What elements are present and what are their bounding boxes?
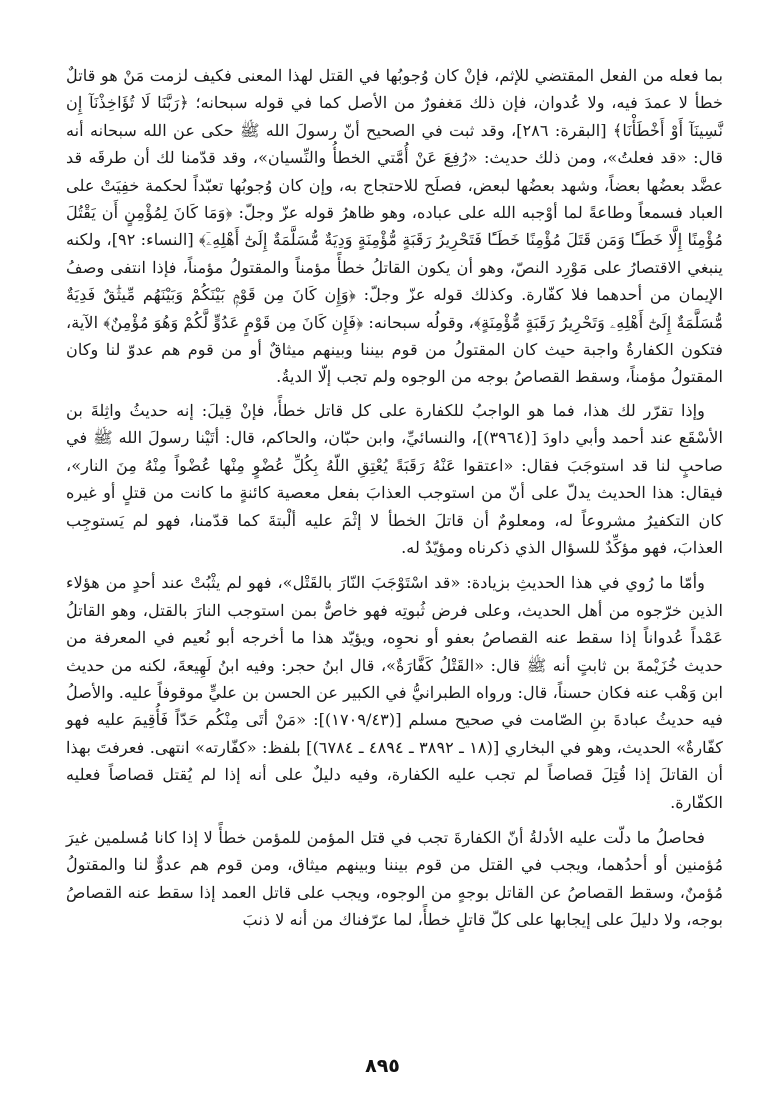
paragraph-1: بما فعله من الفعل المقتضي للإثم، فإنْ كان وُجوبُها في القتل لهذا المعنى فكيف لزمت مَنْ هو قاتلٌ خطأ لا عمدَ فيه، ولا عُدوان، فإن ذلك مَغفورٌ من الأصل كما في قوله سبحانه؛ ﴿رَبَّنَا لَا تُؤَاخِذْنَآ إِن نَّسِينَآ أَوْ أَخْطَأْنَا﴾ [البقرة: ٢٨٦]، وقد ثبت في الصحيح أنّ رسولَ الله ﷺ حكى عن الله سبحانه أنه قال: «قد فعلتُ»، ومن ذلك حديث: «رُفِعَ عَنْ أُمَّتي الخطأُ والنِّسيان»، وقد قدّمنا لك أن طرقَه قد عضَّد بعضُها بعضاً، وشهد بعضُها لبعض، فصلَح للاحتجاج به، وإن كان وُجوبُها تعبّداً لحكمة خفِيَتْ على العباد فسمعاً وطاعةً لما أوْجبه الله على عباده، وهو ظاهرُ قوله عزّ وجلّ: ﴿وَمَا كَانَ لِمُؤْمِنٍ أَن يَقْتُلَ مُؤْمِنًا إِلَّا خَطَـًٔا وَمَن قَتَلَ مُؤْمِنًا خَطَـًٔا فَتَحْرِيرُ رَقَبَةٍ مُّؤْمِنَةٍ وَدِيَةٌ مُّسَلَّمَةٌ إِلَىٰٓ أَهْلِهِۦٓ﴾ [النساء: ٩٢]، ولكنه ينبغي الاقتصارُ على مَوْرِد النصّ، وهو أن يكون القاتلُ خطأً مؤمناً والمقتولُ مؤمناً، فإذا انتفى وصفُ الإيمان من أحدهما فلا كفّارة. وكذلك قوله عزّ وجلّ: ﴿وَإِن كَانَ مِن قَوْمٍۭ بَيْنَكُمْ وَبَيْنَهُم مِّيثَٰقٌ فَدِيَةٌ مُّسَلَّمَةٌ إِلَىٰٓ أَهْلِهِۦ وَتَحْرِيرُ رَقَبَةٍ مُّؤْمِنَةٍ﴾، وقولُه سبحانه: ﴿فَإِن كَانَ مِن قَوْمٍ عَدُوٍّ لَّكُمْ وَهُوَ مُؤْمِنٌ﴾ الآية، فتكون الكفارةُ واجبة حيث كان المقتولُ من قوم بيننا وبينهم ميثاقٌ أو من قوم هم عدوّ لنا وكان المقتولُ مؤمناً، وسقط القصاصُ بوجه من الوجوه ولم تجب إلّا الديةُ. — [66, 66, 723, 387]
paragraph-3: وأمّا ما رُوي في هذا الحديثِ بزيادة: «قد اسْتَوْجَبَ النّارَ بالقَتْل»، فهو لم يثْبُتْ عند أحدٍ من هؤلاء الذين خرّجوه من أهل الحديث، وعلى فرض ثُبوتِه فهو خاصٌّ بمن استوجب النارَ بالقتل، وهو القاتلُ عَمْداً عُدواناً إذا سقط عنه القصاصُ بعفو أو نحوِه، ويؤيّد هذا ما أخرجه أبو نُعيم في المعرفة من حديث خُزَيْمةَ بن ثابتٍ أنه ﷺ قال: «القَتْلُ كَفَّارَةٌ»، قال ابنُ حجر: وفيه ابنُ لَهِيعةَ، لكنه من حديث ابن وَهْب عنه فكان حسناً، قال: ورواه الطبرانيُّ في الكبير عن الحسن بن عليٍّ موقوفاً عليه. والأصلُ فيه حديثُ عبادةَ بنِ الصّامت في صحيح مسلم [(١٧٠٩/٤٣)]: «مَنْ أتَى مِنْكُم حَدّاً فَأُقِيمَ عليه فهو كفّارةٌ» الحديث، وهو في البخاري [(١٨ ـ ٣٨٩٢ ـ ٤٨٩٤ ـ ٦٧٨٤)] بلفظ: «كفّارته» انتهى. فعرفتَ بهذا أن القاتلَ إذا قُتِلَ قصاصاً لم تجب عليه الكفارة، وفيه دليلٌ على أنه إذا لم يُقتل قصاصاً فعليه الكفّارة. — [66, 573, 723, 812]
paragraph-4: فحاصلُ ما دلّت عليه الأدلةُ أنّ الكفارةَ تجب في قتل المؤمن للمؤمن خطأً لا إذا كانا مُسلمين غيرَ مُؤمنين أو أحدُهما، ويجب في القتل من قوم بيننا وبينهم ميثاق، ومن قوم هم عدوٌّ لنا والمقتولُ مُؤمنٌ، وسقط القصاصُ عن القاتل بوجهٍ من الوجوه، ويجب على قاتل العمد إذا سقط عنه القصاصُ بوجه، ولا دليلَ على إيجابها على كلّ قاتلٍ خطأً، لما عرّفناك من أنه لا ذنبَ — [66, 827, 723, 930]
document-page — [66, 62, 723, 934]
page-number: ٨٩٥ — [365, 1055, 400, 1077]
paragraph-2: وإذا تقرّر لك هذا، فما هو الواجبُ للكفارة على كل قاتل خطأً، فإنْ قِيلَ: إنه حديثُ واثِلةَ بن الأسْقَع عند أحمد وأبي داودَ [(٣٩٦٤)]، والنسائيِّ، وابن حبّان، والحاكم، قال: أتَيْنا رسولَ الله ﷺ في صاحبٍ لنا قد استوجَبَ فقال: «اعتقوا عَنْهُ رَقَبَةً يُعْتِقِ اللّهُ بِكُلِّ عُضْوٍ مِنْها عُضْواً مِنْهُ مِنَ النار»، فيقال: هذا الحديث يدلّ على أنّ من استوجب العذابَ بفعل معصية كائنةٍ ما كانت من قتلٍ أو غيره كان التكفيرُ مشروعاً له، ومعلومٌ أن قاتلَ الخطأ لا إثْمَ عليه ألْبتةَ كما قدّمنا، فهو لم يَستوجِب العذابَ، فهو مؤكِّدٌ للسؤال الذي ذكرناه ومؤيّدٌ له. — [66, 400, 724, 557]
